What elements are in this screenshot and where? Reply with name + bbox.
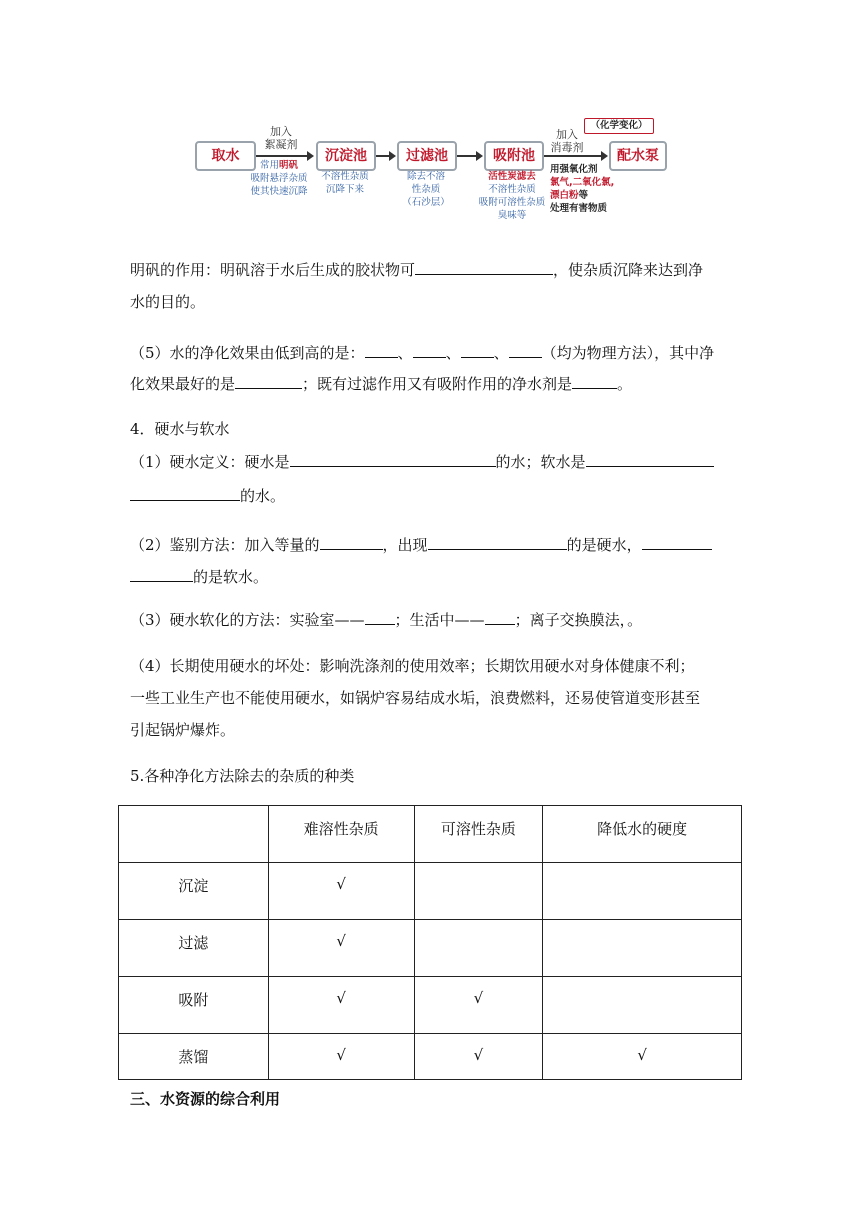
alum-paragraph-line2: 水的目的。 bbox=[130, 293, 206, 311]
h3-text-b: ；生活中—— bbox=[394, 611, 485, 629]
q5-text-a: （5）水的净化效果由低到高的是： bbox=[130, 344, 365, 362]
q5-sep-3: 、 bbox=[493, 344, 509, 362]
table-cell: 沉淀 bbox=[119, 863, 269, 920]
h2-text-d: 的是软水。 bbox=[193, 568, 269, 586]
table-cell: 蒸馏 bbox=[119, 1034, 269, 1080]
chemical-change-tag: （化学变化） bbox=[584, 118, 654, 134]
table-row bbox=[119, 920, 742, 977]
note-dis-line1: 用强氧化剂 bbox=[550, 164, 598, 175]
flow-box-filtration: 过滤池 bbox=[397, 141, 457, 171]
note-dis-em: 漂白粉 bbox=[550, 190, 579, 201]
table-row bbox=[119, 863, 742, 920]
blank-h3-lab[interactable] bbox=[365, 610, 395, 625]
note-sed-line2: 沉降下来 bbox=[325, 184, 364, 195]
note-dis-line4: 处理有害物质 bbox=[550, 203, 608, 214]
q5-text-e: 。 bbox=[617, 375, 633, 393]
blank-h3-life[interactable] bbox=[485, 610, 515, 625]
arrow1-label-line1: 加入 bbox=[270, 125, 292, 138]
note-ads-line1: 活性炭滤去 bbox=[488, 171, 536, 182]
table-header-cell: 可溶性杂质 bbox=[414, 806, 543, 863]
flow-box-sedimentation: 沉淀池 bbox=[316, 141, 376, 171]
flow-arrow-1 bbox=[256, 155, 312, 157]
note-disinfection bbox=[550, 163, 630, 215]
flow-arrow-3 bbox=[457, 155, 481, 157]
arrow1-label bbox=[256, 125, 306, 151]
blank-q5-best[interactable] bbox=[235, 374, 302, 389]
note-dis-suffix: 等 bbox=[578, 190, 589, 201]
flow-arrow-4 bbox=[544, 155, 606, 157]
table-header-cell bbox=[119, 806, 269, 863]
table-header-cell: 难溶性杂质 bbox=[268, 806, 414, 863]
note-ads-line2: 不溶性杂质 bbox=[488, 184, 536, 195]
h2-text-b: ，出现 bbox=[382, 536, 428, 554]
h3-line bbox=[130, 610, 730, 629]
blank-q5-4[interactable] bbox=[509, 343, 542, 358]
flow-box-adsorption: 吸附池 bbox=[484, 141, 544, 171]
table-header-row bbox=[119, 806, 742, 863]
note-filt-line1: 除去不溶 bbox=[406, 171, 445, 182]
blank-h1-soft-a[interactable] bbox=[586, 452, 714, 467]
table-cell bbox=[414, 863, 543, 920]
h2-line1 bbox=[130, 535, 730, 554]
flow-arrow-2 bbox=[376, 155, 394, 157]
table-cell: √ bbox=[268, 977, 414, 1034]
note-ads-line3: 吸附可溶性杂质 bbox=[478, 197, 546, 208]
note-sedimentation bbox=[314, 170, 376, 196]
note-filt-line2: 性杂质 bbox=[411, 184, 441, 195]
blank-q5-3[interactable] bbox=[461, 343, 494, 358]
h1-line2 bbox=[130, 486, 730, 505]
h4-line3: 引起锅炉爆炸。 bbox=[130, 721, 236, 739]
note-alum bbox=[244, 159, 314, 198]
section-4-title: 4．硬水与软水 bbox=[130, 420, 230, 438]
q5-text-d: ；既有过滤作用又有吸附作用的净水剂是 bbox=[302, 375, 573, 393]
flow-box-pump: 配水泵 bbox=[609, 141, 667, 171]
table-header-cell: 降低水的硬度 bbox=[543, 806, 742, 863]
table-cell: √ bbox=[268, 863, 414, 920]
blank-q5-2[interactable] bbox=[413, 343, 446, 358]
table-row bbox=[119, 977, 742, 1034]
q5-text-b: （均为物理方法），其中净 bbox=[541, 344, 715, 362]
blank-h2-soft-b[interactable] bbox=[130, 567, 193, 582]
h2-text-a: （2）鉴别方法：加入等量的 bbox=[130, 536, 320, 554]
table-cell: 过滤 bbox=[119, 920, 269, 977]
blank-h1-hard[interactable] bbox=[290, 452, 496, 467]
section-5-title: 5.各种净化方法除去的杂质的种类 bbox=[130, 767, 355, 785]
note-sed-line1: 不溶性杂质 bbox=[321, 171, 369, 182]
h4-line1: （4）长期使用硬水的坏处：影响洗涤剂的使用效率；长期饮用硬水对身体健康不利； bbox=[130, 657, 695, 675]
blank-q5-1[interactable] bbox=[365, 343, 398, 358]
h1-text-c: 的水。 bbox=[240, 487, 286, 505]
alum-text-a: 明矾的作用：明矾溶于水后生成的胶状物可 bbox=[130, 261, 416, 279]
h1-text-a: （1）硬水定义：硬水是 bbox=[130, 453, 290, 471]
table-cell: √ bbox=[543, 1034, 742, 1080]
blank-h2-phenomenon[interactable] bbox=[428, 535, 567, 550]
h3-text-c: ；离子交换膜法，。 bbox=[514, 611, 643, 629]
flow-box-intake: 取水 bbox=[195, 141, 256, 171]
note-dis-line2: 氯气,二氧化氯, bbox=[550, 177, 615, 188]
blank-h1-soft-b[interactable] bbox=[130, 486, 240, 501]
h4-line2: 一些工业生产也不能使用硬水，如锅炉容易结成水垢，浪费燃料，还易使管道变形甚至 bbox=[130, 689, 701, 707]
table-row bbox=[119, 1034, 742, 1080]
purification-table bbox=[118, 805, 742, 1080]
q5-sep-1: 、 bbox=[397, 344, 413, 362]
blank-h2-soft-a[interactable] bbox=[642, 535, 712, 550]
note-alum-line3: 使其快速沉降 bbox=[250, 186, 308, 197]
q5-line1 bbox=[130, 343, 730, 362]
q5-line2 bbox=[130, 374, 730, 393]
table-cell: √ bbox=[268, 1034, 414, 1080]
section-3-title: 三、水资源的综合利用 bbox=[130, 1090, 281, 1108]
alum-text-b: ，使杂质沉降来达到净 bbox=[553, 261, 704, 279]
note-filt-line3: （石沙层） bbox=[402, 197, 450, 208]
note-alum-line2: 吸附悬浮杂质 bbox=[250, 173, 308, 184]
arrow1-label-line2: 絮凝剂 bbox=[264, 138, 298, 151]
h2-line2 bbox=[130, 567, 730, 586]
note-filtration bbox=[397, 170, 455, 209]
blank-q5-agent[interactable] bbox=[572, 374, 617, 389]
arrow4-label bbox=[546, 128, 588, 154]
table-cell: √ bbox=[414, 1034, 543, 1080]
note-alum-prefix: 常用 bbox=[259, 160, 279, 171]
h3-text-a: （3）硬水软化的方法：实验室—— bbox=[130, 611, 365, 629]
table-cell bbox=[543, 977, 742, 1034]
blank-h2-reagent[interactable] bbox=[320, 535, 383, 550]
q5-text-c: 化效果最好的是 bbox=[130, 375, 236, 393]
h1-text-b: 的水；软水是 bbox=[495, 453, 586, 471]
arrow4-label-line2: 消毒剂 bbox=[550, 141, 584, 154]
note-ads-line4: 臭味等 bbox=[497, 210, 527, 221]
table-cell bbox=[543, 920, 742, 977]
note-adsorption bbox=[470, 170, 554, 222]
alum-paragraph-line1 bbox=[130, 260, 730, 279]
q5-sep-2: 、 bbox=[445, 344, 461, 362]
blank-alum[interactable] bbox=[415, 260, 553, 275]
table-cell: √ bbox=[414, 977, 543, 1034]
h1-line1 bbox=[130, 452, 730, 471]
table-cell bbox=[543, 863, 742, 920]
table-cell: 吸附 bbox=[119, 977, 269, 1034]
h2-text-c: 的是硬水， bbox=[566, 536, 642, 554]
arrow4-label-line1: 加入 bbox=[556, 128, 578, 141]
note-alum-em: 明矾 bbox=[279, 160, 299, 171]
table-cell: √ bbox=[268, 920, 414, 977]
table-cell bbox=[414, 920, 543, 977]
